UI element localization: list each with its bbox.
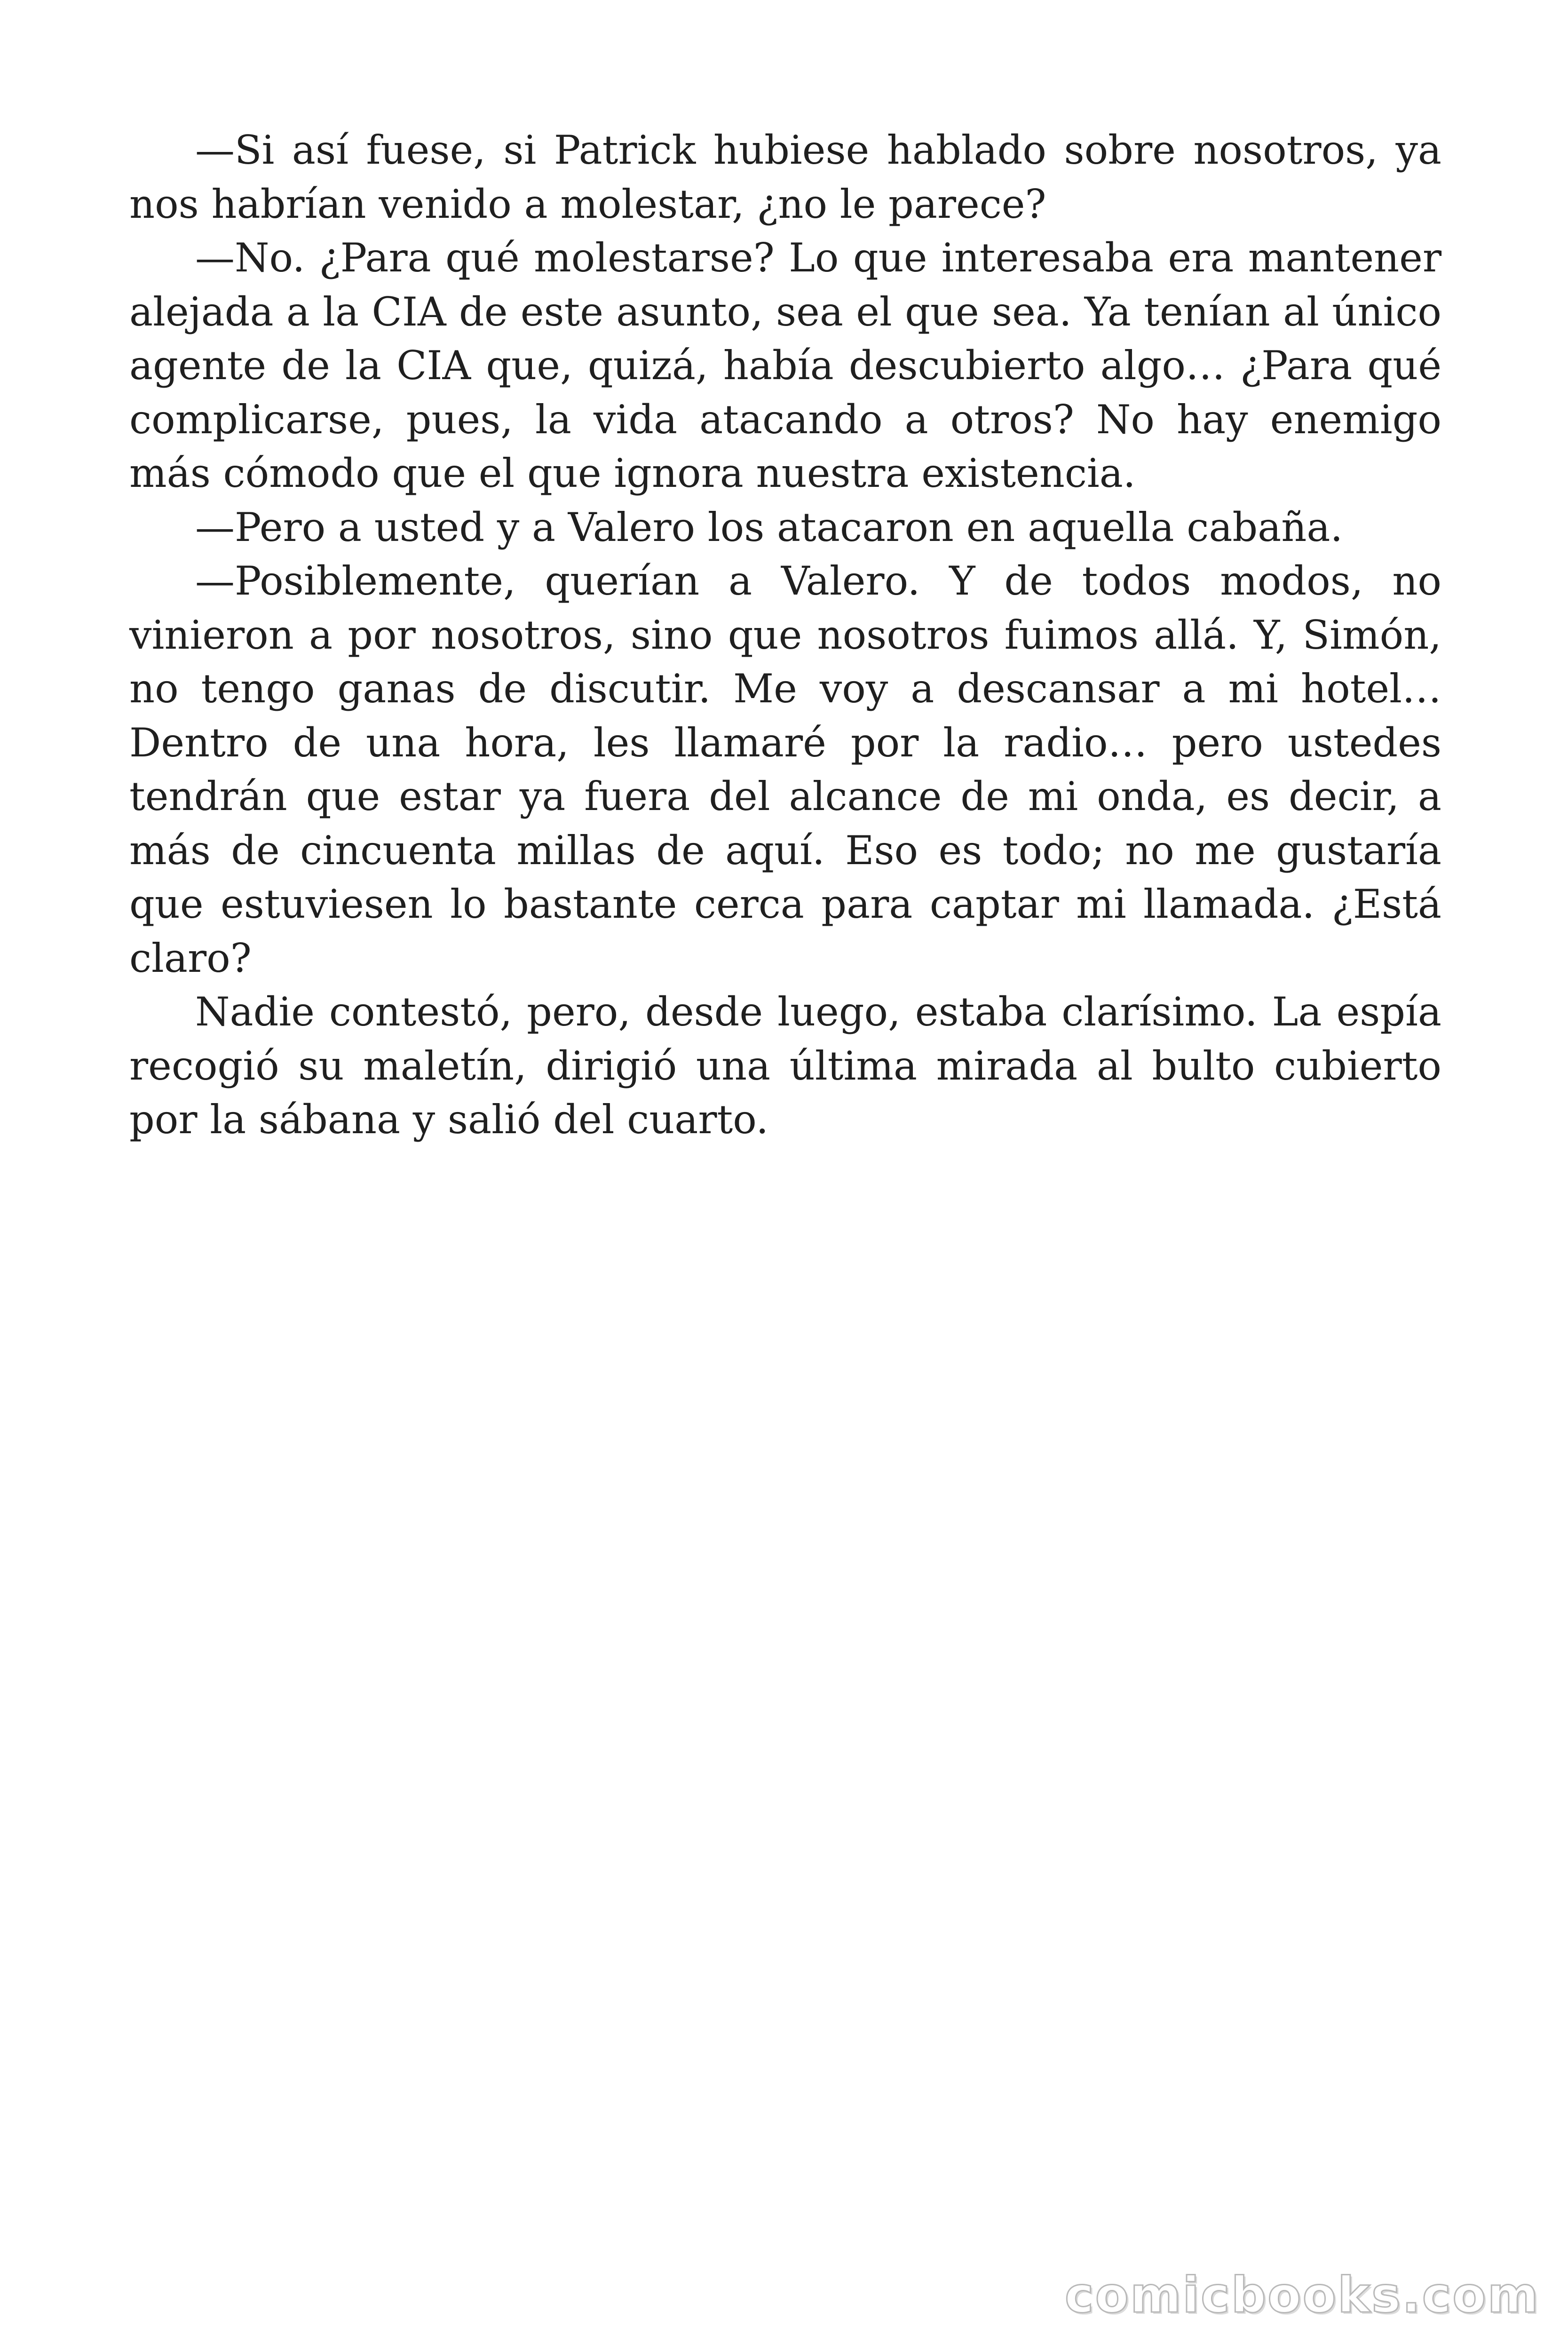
watermark-logo: comicbooks.com (1064, 2266, 1540, 2324)
paragraph-2: —No. ¿Para qué molestarse? Lo que interesaba era mantener alejada a la CIA de este asunto, sea el que sea. Ya tenían al único agente de la CIA que, quizá, había descubierto algo… ¿Para qué complicarse, pues, la vida atacando a otros? No hay enemigo más cómodo que el que ignora nuestra existencia. (129, 235, 1441, 496)
body-text (129, 123, 1441, 1147)
paragraph-1: —Si así fuese, si Patrick hubiese hablado sobre nosotros, ya nos habrían venido a molestar, ¿no le parece? (129, 127, 1441, 227)
paragraph-3: —Pero a usted y a Valero los atacaron en aquella cabaña. (195, 504, 1343, 550)
paragraph-5: Nadie contestó, pero, desde luego, estaba clarísimo. La espía recogió su maletín, dirigió una última mirada al bulto cubierto por la sábana y salió del cuarto. (129, 989, 1441, 1143)
paragraph-4: —Posiblemente, querían a Valero. Y de todos modos, no vinieron a por nosotros, sino que nosotros fuimos allá. Y, Simón, no tengo ganas de discutir. Me voy a descansar a mi hotel… Dentro de una hora, les llamaré por la radio… pero ustedes tendrán que estar ya fuera del alcance de mi onda, es decir, a más de cincuenta millas de aquí. Eso es todo; no me gustaría que estuviesen lo bastante cerca para captar mi llamada. ¿Está claro? (129, 558, 1441, 981)
